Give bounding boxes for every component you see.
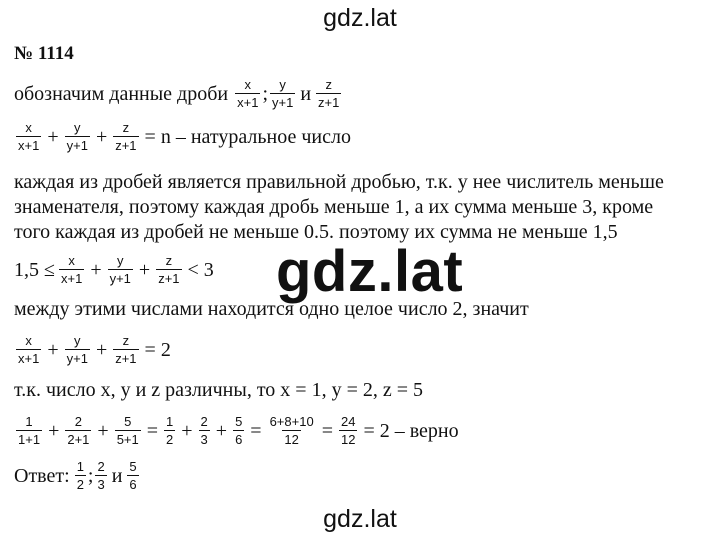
para-line-3: того каждая из дробей не меньше 0.5. поэтому их сумма не меньше 1,5 [14, 221, 618, 243]
para-line-2: знаменателя, поэтому каждая дробь меньше 1, а их сумма меньше 3, кроме [14, 196, 654, 218]
fraction-z: $\frac{z}{z+1}$ [318, 77, 340, 110]
inequality: 1,5 ≤ $\frac{x}{x+1}$ + $\frac{y}{y+1}$ + $\frac{z}{z+1}$ < 3 [14, 253, 214, 286]
answer-label: Ответ: [14, 464, 70, 487]
intro-text: обозначим данные дроби [14, 82, 229, 105]
answer-line: Ответ: $\frac{1}{2}$ ; $\frac{2}{3}$ и $\frac{5}{6}$ [14, 459, 137, 492]
problem-number: № 1114 [14, 43, 74, 64]
sum-equals-two: $\frac{x}{x+1}$ + $\frac{y}{y+1}$ + $\frac{z}{z+1}$ = 2 [18, 333, 171, 366]
verification: $\frac{1}{1+1}$ + $\frac{2}{2+1}$ + $\frac{5}{5+1}$ = $\frac{1}{2}$ + $\frac{2}{3}$ + $\frac{5}{6}$ = $\frac{6+8+10}{12}$ = $\frac{24}{12}$ = 2 – верно [18, 414, 459, 447]
para-line-1: каждая из дробей является правильной дробью, т.к. у нее числитель меньше [14, 171, 664, 193]
watermark-center: gdz.lat [276, 239, 464, 304]
fraction-y: $\frac{y}{y+1}$ [272, 77, 294, 110]
sum-definition: $\frac{x}{x+1}$ + $\frac{y}{y+1}$ + $\frac{z}{z+1}$ = n – натуральное число [18, 120, 351, 153]
distinct-line: т.к. число x, y и z различны, то x = 1, y = 2, z = 5 [14, 379, 424, 401]
watermark-top: gdz.lat [323, 4, 397, 32]
between-line: между этими числами находится одно целое число 2, значит [14, 298, 529, 320]
fraction-x: $\frac{x}{x+1}$ [237, 77, 259, 110]
intro-line: обозначим данные дроби $\frac{x}{x+1}$ ; $\frac{y}{y+1}$ и $\frac{z}{z+1}$ [14, 77, 340, 110]
watermark-bottom: gdz.lat [323, 505, 397, 533]
